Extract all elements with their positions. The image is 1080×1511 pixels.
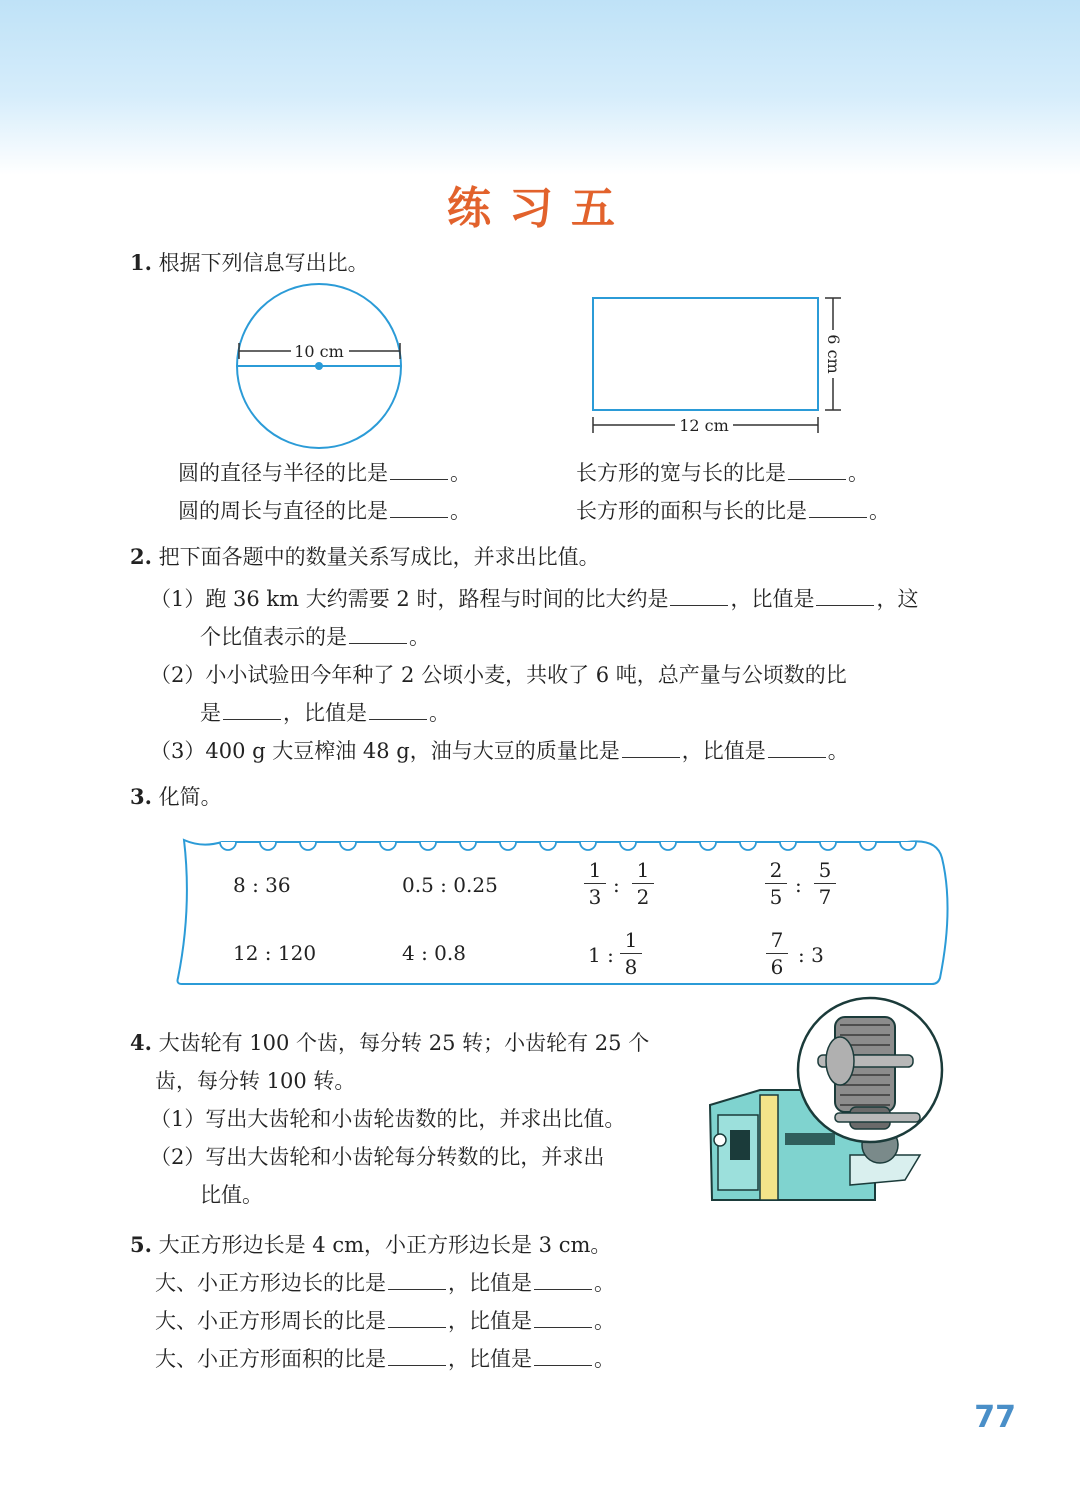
q2-part-3: （3）400 g 大豆榨油 48 g，油与大豆的质量比是 ，比值是 。 [150,739,849,763]
answer-blank[interactable] [534,1307,592,1328]
ratio-separator: : [613,873,620,897]
ratio-tail: : 3 [798,943,824,967]
q1-line-3: 长方形的宽与长的比是 。 [576,461,869,485]
question-4 [130,1028,649,1058]
question-text: 化简。 [158,785,222,809]
width-label: 12 cm [679,416,729,435]
answer-blank[interactable] [388,1345,446,1366]
answer-blank[interactable] [388,1269,446,1290]
answer-blank[interactable] [622,737,680,758]
question-number: 2. [130,544,152,569]
q1-line-4: 长方形的面积与长的比是 。 [576,499,890,523]
fraction: 2 5 [765,858,787,909]
fraction: 5 7 [814,858,836,909]
page-title: 练习五 [447,183,633,234]
page-number: 77 [974,1400,1016,1435]
diameter-label: 10 cm [294,342,344,361]
answer-blank[interactable] [349,623,407,644]
q4-part-2-cont: 比值。 [200,1183,263,1207]
q1-line-1: 圆的直径与半径的比是 。 [178,461,471,485]
question-2 [130,542,600,572]
question-3 [130,782,222,812]
q5-line-2: 大、小正方形周长的比是 ，比值是 。 [155,1309,615,1333]
answer-blank[interactable] [390,497,448,518]
answer-blank[interactable] [534,1345,592,1366]
question-number: 4. [130,1030,152,1055]
q4-part-2: （2）写出大齿轮和小齿轮每分转数的比，并求出 [150,1145,605,1169]
fraction: 1 3 [584,858,606,909]
answer-blank[interactable] [670,585,728,606]
answer-blank[interactable] [388,1307,446,1328]
q2-part-2-cont: 是 ，比值是 。 [200,701,450,725]
simplify-box [172,828,957,993]
circle-figure [225,280,415,455]
ratio-item: 12 : 120 [233,941,317,965]
rectangle-figure [585,290,855,445]
answer-blank[interactable] [768,737,826,758]
header-band [0,0,1080,175]
answer-blank[interactable] [816,585,874,606]
q5-line-1: 大、小正方形边长的比是 ，比值是 。 [155,1271,615,1295]
answer-blank[interactable] [223,699,281,720]
answer-blank[interactable] [809,497,867,518]
question-text: 把下面各题中的数量关系写成比，并求出比值。 [158,545,600,569]
answer-blank[interactable] [369,699,427,720]
q2-part-2: （2）小小试验田今年种了 2 公顷小麦，共收了 6 吨，总产量与公顷数的比 [150,663,847,687]
fraction: 1 8 [620,928,642,979]
ratio-item: 8 : 36 [233,873,291,897]
height-label: 6 cm [824,334,843,374]
q5-line-3: 大、小正方形面积的比是 ，比值是 。 [155,1347,615,1371]
question-1 [130,248,369,278]
ratio-lead: 1 : [588,943,614,967]
fraction: 1 2 [632,858,654,909]
question-text: 大正方形边长是 4 cm，小正方形边长是 3 cm。 [158,1233,612,1257]
ratio-separator: : [795,873,802,897]
q4-part-1: （1）写出大齿轮和小齿轮齿数的比，并求出比值。 [150,1107,626,1131]
q1-line-2: 圆的周长与直径的比是 。 [178,499,471,523]
question-5 [130,1230,611,1260]
fraction: 7 6 [766,928,788,979]
answer-blank[interactable] [390,459,448,480]
question-text: 大齿轮有 100 个齿，每分转 25 转；小齿轮有 25 个 [158,1031,650,1055]
q4-line-2: 齿，每分转 100 转。 [155,1069,356,1093]
question-number: 5. [130,1232,152,1257]
q2-part-1: （1）跑 36 km 大约需要 2 时，路程与时间的比大约是 ，比值是 ，这 [150,587,919,611]
question-text: 根据下列信息写出比。 [158,251,369,275]
answer-blank[interactable] [788,459,846,480]
answer-blank[interactable] [534,1269,592,1290]
gear-machine-illustration [700,995,950,1215]
question-number: 1. [130,250,152,275]
q2-part-1-cont: 个比值表示的是 。 [200,625,430,649]
ratio-item: 4 : 0.8 [402,941,466,965]
ratio-item: 0.5 : 0.25 [402,873,498,897]
question-number: 3. [130,784,152,809]
